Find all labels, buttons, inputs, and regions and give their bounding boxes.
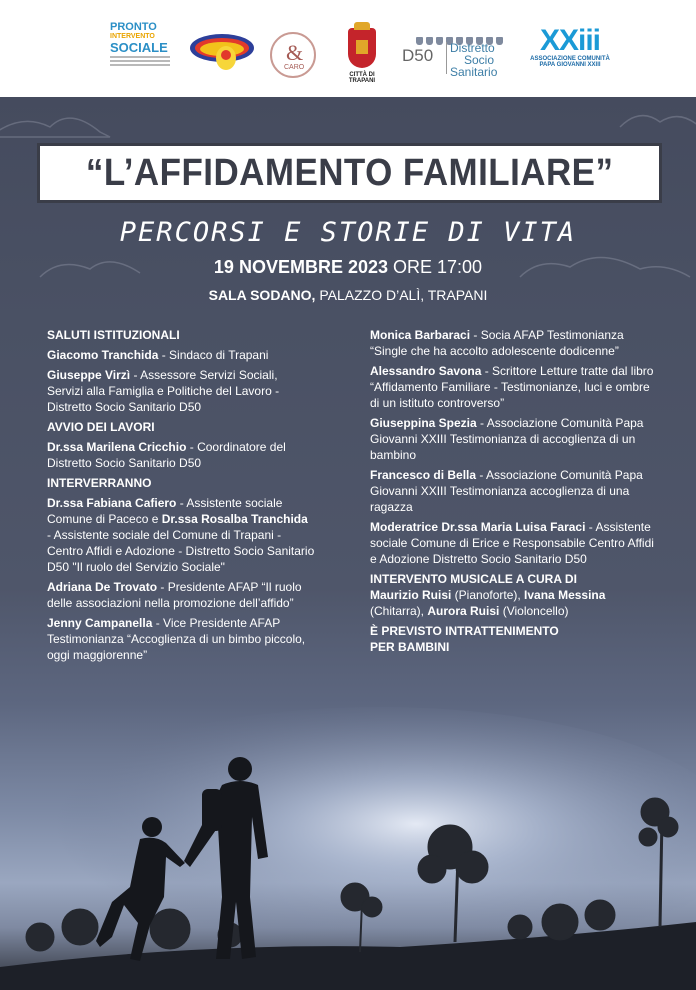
event-venue-line (0, 287, 696, 303)
d50-code: D50 (402, 46, 434, 65)
speaker-entry (370, 363, 660, 411)
distretto-socio-sanitario-logo (402, 28, 520, 79)
d50-line2: Socio (464, 53, 495, 67)
comunita-papa-giovanni-logo (530, 26, 610, 68)
d50-divider (446, 42, 447, 74)
speaker-entry (47, 495, 315, 575)
event-time: ORE 17:00 (393, 257, 483, 277)
xxiii-line1: ASSOCIAZIONE COMUNITÀ (530, 56, 610, 62)
speaker-name: Adriana De Trovato (47, 580, 158, 594)
speaker-role: - Associazione Comunità Papa Giovanni XXIII Testimonianza di accoglienza di un bambino (370, 416, 644, 462)
speaker-role: - Assessore Servizi Sociali, Servizi alla Famiglia e Politiche del Lavoro - Distretto Socio Sanitario D50 (47, 368, 280, 414)
musician-name: Ivana Messina (524, 588, 606, 602)
speaker-entry (47, 579, 315, 611)
speaker-entry (370, 519, 660, 567)
municipal-crests-icon (416, 32, 516, 40)
speaker-name: Giacomo Tranchida (47, 348, 159, 362)
speaker-name: Alessandro Savona (370, 364, 482, 378)
venue-address: PALAZZO D’ALÌ, TRAPANI (319, 287, 488, 303)
speaker-role: - Assistente sociale del Comune di Trapani - Centro Affidi e Adozione - Distretto Socio Sanitario D50 "Il ruolo del Servizio Sociale" (47, 528, 315, 574)
d50-line1: Distretto (450, 41, 495, 55)
speaker-role: - Scrittore Letture tratte dal libro “Affidamento Familiare - Testimonianze, luci e ombre di un istituto controverso” (370, 364, 654, 410)
caro-symbol: & (286, 40, 304, 65)
section-saluti: SALUTI ISTITUZIONALI (47, 328, 180, 342)
caro-logo (270, 32, 316, 78)
speaker-entry (47, 347, 315, 363)
children-note-line1: È PREVISTO INTRATTENIMENTO (370, 624, 559, 638)
speaker-name: Dr.ssa Fabiana Cafiero (47, 496, 177, 510)
speaker-role: - Coordinatore del Distretto Socio Sanitario D50 (47, 440, 286, 470)
music-entry (370, 571, 660, 619)
section-interverranno: INTERVERRANNO (47, 476, 152, 490)
speaker-entry (47, 439, 315, 471)
musician-instrument: (Violoncello) (499, 604, 569, 618)
venue-name: SALA SODANO, (208, 287, 316, 303)
speaker-role: - Associazione Comunità Papa Giovanni XXIII Testimonianza accoglienza di una ragazza (370, 468, 643, 514)
children-note (370, 623, 660, 655)
music-title: INTERVENTO MUSICALE A CURA DI (370, 572, 577, 586)
speaker-name: Dr.ssa Rosalba Tranchida (161, 512, 308, 526)
musician-name: Maurizio Ruisi (370, 588, 452, 602)
event-title: “L’AFFIDAMENTO FAMILIARE” (85, 151, 614, 194)
event-date-line (0, 257, 696, 278)
speaker-name: Giuseppina Spezia (370, 416, 477, 430)
speaker-role: - Presidente AFAP “Il ruolo delle associazioni nella promozione dell’affido” (47, 580, 302, 610)
musician-instrument: (Chitarra), (370, 604, 428, 618)
xxiii-mark: XXiii (539, 24, 601, 57)
speaker-name: Giuseppe Virzì (47, 368, 131, 382)
speaker-name: Dr.ssa Marilena Cricchio (47, 440, 187, 454)
intervento-text: INTERVENTO (110, 33, 155, 40)
speaker-name: Jenny Campanella (47, 616, 153, 630)
d50-name (450, 42, 497, 78)
section-avvio: AVVIO DEI LAVORI (47, 420, 155, 434)
speaker-name: Moderatrice Dr.ssa Maria Luisa Faraci (370, 520, 586, 534)
citta-di-trapani-logo (337, 28, 387, 84)
speaker-role: - Assistente sociale Comune di Erice e Responsabile Centro Affidi e Adozione Distretto Socio Sanitario D50 (370, 520, 654, 566)
pronto-intervento-sociale-logo (110, 22, 180, 68)
title-box (37, 143, 662, 203)
d50-line3: Sanitario (450, 65, 498, 79)
speaker-entry (370, 415, 660, 463)
trapani-crest-icon (348, 28, 376, 68)
musician-name: Aurora Ruisi (427, 604, 500, 618)
speaker-entry (47, 367, 315, 415)
rainbow-association-logo (188, 28, 256, 74)
poster-body (0, 97, 696, 990)
trapani-label: CITTÀ DI TRAPANI (348, 72, 376, 84)
pronto-text: PRONTO (110, 21, 157, 33)
caro-label: CARO (284, 64, 305, 71)
speaker-role: - Assistente sociale Comune di Paceco e (47, 496, 283, 526)
logo-fine-print (110, 56, 180, 66)
logo-strip (0, 0, 696, 97)
speaker-entry (47, 615, 315, 663)
speaker-entry (370, 327, 660, 359)
program-right-column (370, 327, 660, 659)
sociale-text: SOCIALE (110, 40, 168, 55)
speaker-role: - Vice Presidente AFAP Testimonianza “Accoglienza di un bimbo piccolo, oggi maggiorenne” (47, 616, 306, 662)
speaker-name: Monica Barbaraci (370, 328, 471, 342)
event-date: 19 NOVEMBRE 2023 (213, 257, 388, 277)
musician-instrument: (Pianoforte), (451, 588, 525, 602)
speaker-role: - Sindaco di Trapani (158, 348, 269, 362)
father-child-silhouette-image (0, 697, 696, 990)
speaker-name: Francesco di Bella (370, 468, 477, 482)
children-note-line2: PER BAMBINI (370, 640, 450, 654)
xxiii-line2: PAPA GIOVANNI XXIII (539, 62, 601, 68)
speaker-role: - Socia AFAP Testimonianza “Single che ha accolto adolescente dodicenne” (370, 328, 624, 358)
program-left-column (47, 327, 315, 667)
speaker-entry (370, 467, 660, 515)
event-subtitle: PERCORSI E STORIE DI VITA (119, 217, 577, 248)
